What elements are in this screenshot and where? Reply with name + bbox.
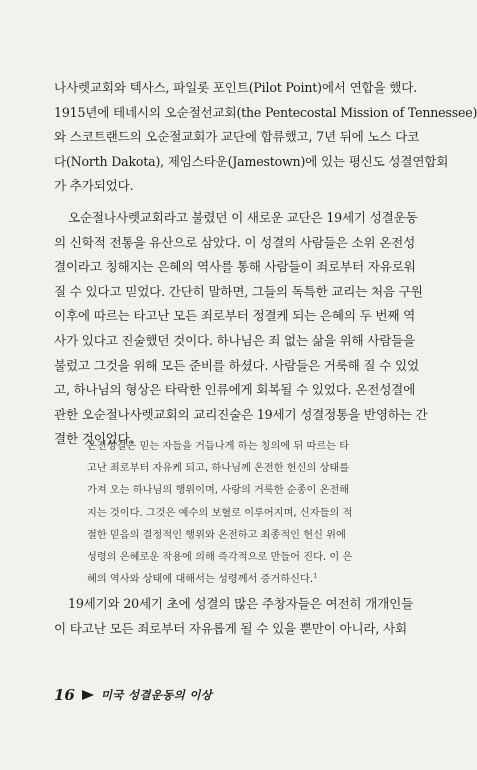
text-line: 결한 것이었다. xyxy=(54,431,134,447)
quote-line: 성령의 은혜로운 작용에 의해 즉각적으로 만들어 진다. 이 은 xyxy=(87,552,353,564)
text-line: 이후에 따르는 타고난 모든 죄로부터 정결케 되는 은혜의 두 번째 역 xyxy=(54,308,416,324)
triangle-marker-icon xyxy=(81,689,95,701)
text-line: 이 타고난 모든 죄로부터 자유롭게 될 수 있을 뿐만이 아니라, 사회 xyxy=(54,620,407,636)
book-title: 미국 성결운동의 이상 xyxy=(100,688,213,702)
text-line: 다(North Dakota), 제임스타운(Jamestown)에 있는 평신도 성결연합회 xyxy=(54,153,449,169)
text-line: 19세기와 20세기 초에 성결의 많은 주창자들은 여전히 개개인들 xyxy=(68,596,414,611)
block-quote xyxy=(87,436,417,591)
paragraph-1 xyxy=(54,76,477,199)
footnote-marker[interactable]: 1 xyxy=(313,571,318,580)
text-line: 불렀고 그것을 위해 모든 준비를 하셨다. 사람들은 거룩해 질 수 있었 xyxy=(54,357,419,373)
text-line: 가 추가되었다. xyxy=(54,178,134,194)
text-line: 결이라고 칭해지는 은혜의 역사를 통해 사람들이 죄로부터 자유로워 xyxy=(54,259,416,275)
quote-line: 고난 죄로부터 자유케 되고, 하나님께 온전한 헌신의 상태를 xyxy=(87,463,350,475)
text-line: 관한 오순절나사렛교회의 교리진술은 19세기 성결정통을 반영하는 간 xyxy=(54,406,428,422)
quote-line: 절한 믿음의 결정적인 행위와 온전하고 최종적인 헌신 위에 xyxy=(87,529,346,541)
page-number: 16 xyxy=(54,686,75,704)
text-line: 와 스코트랜드의 오순절교회가 교단에 합류했고, 7년 뒤에 노스 다코 xyxy=(54,129,420,145)
paragraph-3 xyxy=(54,592,432,641)
main-text xyxy=(54,76,477,452)
text-line: 의 신학적 전통을 유산으로 삼았다. 이 성결의 사람들은 소위 온전성 xyxy=(54,234,416,250)
quote-line: 온전성결은 믿는 자들을 거듭나게 하는 칭의에 뒤 따르는 타 xyxy=(87,441,350,452)
quote-line-text: 혜의 역사와 상태에 대해서는 성령께서 증거하신다. xyxy=(87,574,314,586)
text-line: 나사렛교회와 텍사스, 파일롯 포인트(Pilot Point)에서 연합을 했다. xyxy=(54,80,418,95)
page-footer xyxy=(54,686,212,704)
text-line: 오순절나사렛교회라고 불렸던 이 새로운 교단은 19세기 성결운동 xyxy=(68,209,418,225)
text-line: 사가 있다고 진술했던 것이다. 하나님은 죄 없는 삶을 위해 사람들을 xyxy=(54,332,416,348)
paragraph-2 xyxy=(54,206,432,452)
text-line: 1915년에 테네시의 오순절선교회(the Pentecostal Mission of Tennessee) xyxy=(54,104,477,120)
text-line: 고, 하나님의 형상은 타락한 인류에게 회복될 수 있었다. 온전성결에 xyxy=(54,382,416,398)
quote-line-last xyxy=(87,569,417,591)
text-line: 질 수 있다고 믿었다. 간단히 말하면, 그들의 독특한 교리는 처음 구원 xyxy=(54,283,423,299)
paragraph-3-container xyxy=(54,592,432,641)
quote-line: 가져 오는 하나님의 행위이며, 사랑의 거룩한 순종이 온전해 xyxy=(87,485,350,497)
quote-line: 지는 것이다. 그것은 예수의 보혈로 이루어지며, 신자들의 적 xyxy=(87,507,353,519)
